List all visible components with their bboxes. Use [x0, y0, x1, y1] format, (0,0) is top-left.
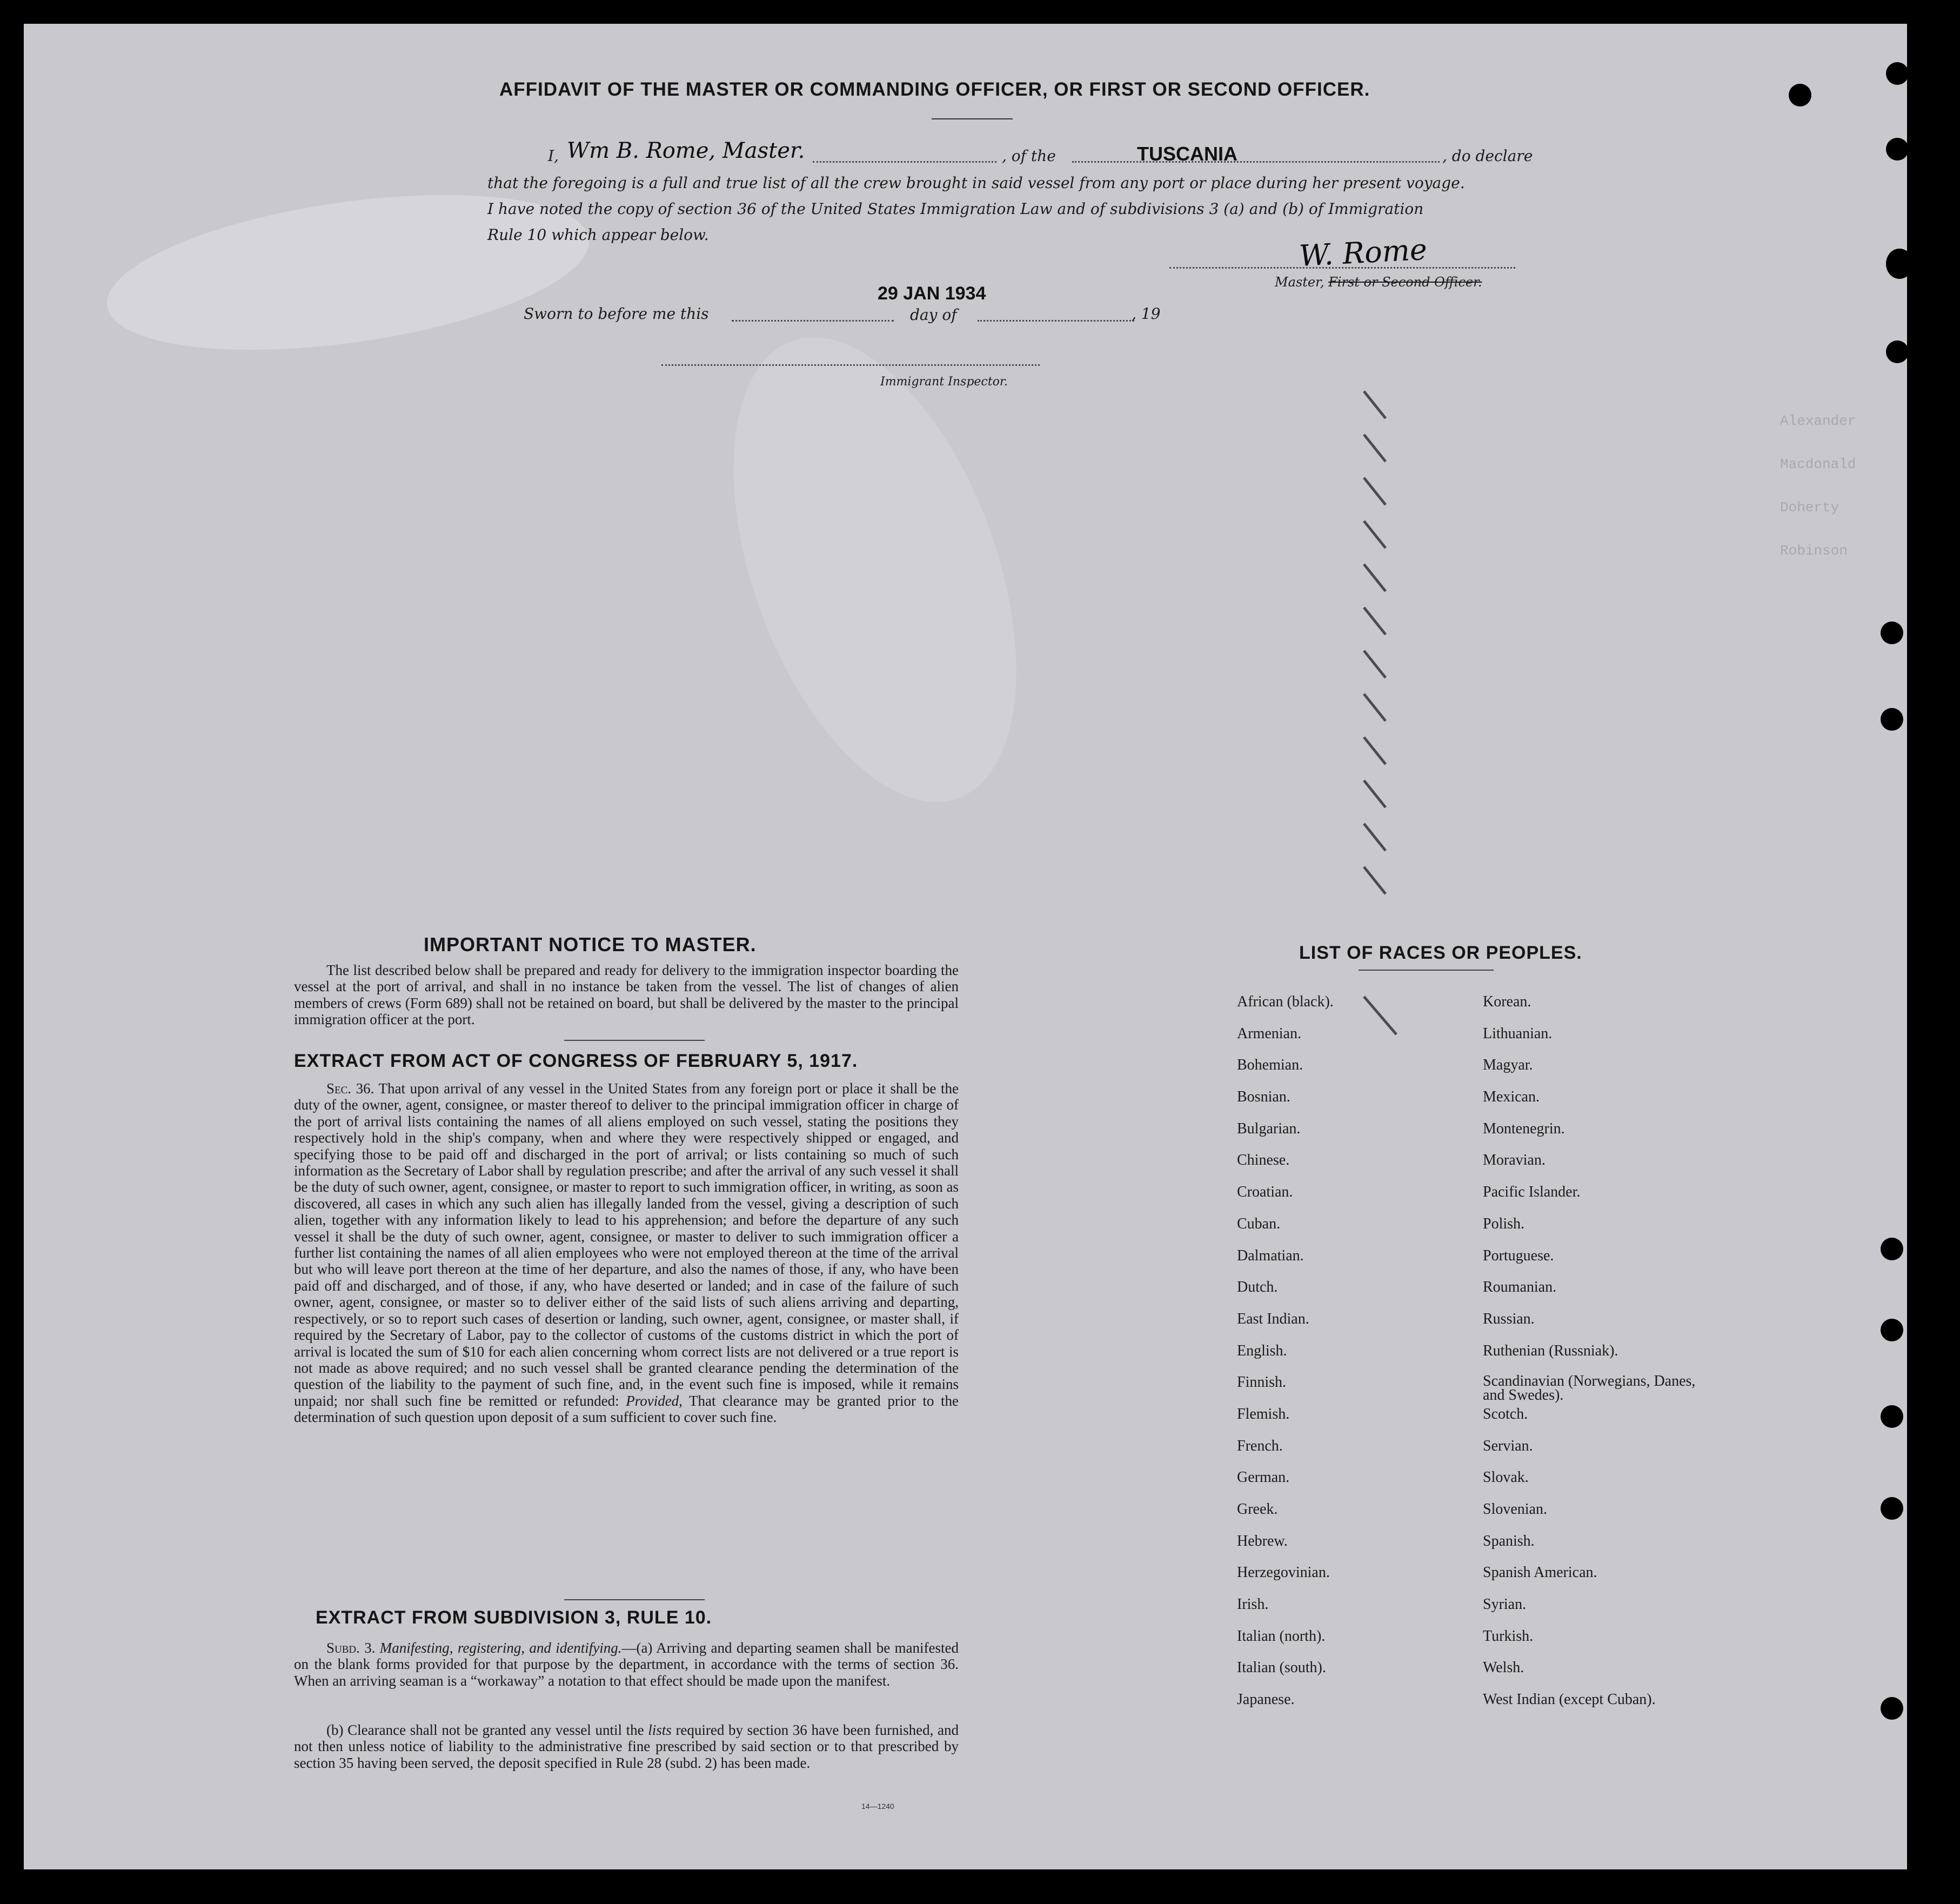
subd-para-a: —(a) Arriving and departing seamen shall be manifested on the blank forms provided for that purpose by the department, in accordance with the terms of section 36. When an arriving seaman is a “workaway” a notation to that effect should be made upon the manifest.	[294, 1640, 959, 1689]
notice-title: IMPORTANT NOTICE TO MASTER.	[424, 933, 757, 956]
races-right-column	[1483, 994, 1785, 1723]
race-item: French.	[1237, 1437, 1283, 1454]
race-item: West Indian (except Cuban).	[1483, 1691, 1656, 1708]
date-stamp: 29 JAN 1934	[878, 283, 986, 304]
races-title: LIST OF RACES OR PEOPLES.	[1299, 943, 1582, 963]
vessel-blank-line	[1072, 161, 1440, 163]
section-label: Sec. 36.	[326, 1080, 374, 1097]
subd-label: Subd. 3.	[326, 1640, 376, 1656]
race-item: Croatian.	[1237, 1184, 1293, 1201]
race-item: Armenian.	[1237, 1025, 1301, 1042]
notice-rule	[564, 1040, 705, 1041]
inspector-signature-line	[661, 364, 1040, 366]
declaration-prefix: I,	[548, 147, 559, 165]
race-item: Servian.	[1483, 1437, 1533, 1454]
affidavit-title: AFFIDAVIT OF THE MASTER OR COMMANDING OFFICER, OR FIRST OR SECOND OFFICER.	[499, 79, 1370, 100]
race-item: Turkish.	[1483, 1627, 1534, 1645]
paper-stain	[678, 299, 1073, 840]
punch-hole	[1789, 84, 1811, 106]
form-number: 14—1240	[861, 1802, 894, 1811]
punch-hole	[1886, 138, 1909, 161]
race-item: Ruthenian (Russniak).	[1483, 1342, 1618, 1359]
of-the-label: , of the	[1002, 147, 1056, 165]
tick-marks	[1353, 375, 1440, 1078]
race-item: Hebrew.	[1237, 1532, 1288, 1549]
race-item: Cuban.	[1237, 1215, 1281, 1232]
race-item: Portuguese.	[1483, 1247, 1554, 1264]
race-item: Scotch.	[1483, 1405, 1528, 1422]
punch-hole	[1881, 1319, 1903, 1341]
race-item: Slovak.	[1483, 1469, 1529, 1486]
para-b-lists: lists	[648, 1722, 672, 1738]
race-item: Chinese.	[1237, 1152, 1290, 1169]
race-item: Welsh.	[1483, 1659, 1524, 1676]
punch-hole	[1881, 1405, 1903, 1428]
race-item: Roumanian.	[1483, 1279, 1557, 1296]
declare-label: , do declare	[1442, 147, 1533, 165]
punch-hole	[1886, 249, 1913, 279]
month-blank-line	[978, 320, 1134, 322]
race-item: Bohemian.	[1237, 1057, 1303, 1074]
inspector-caption: Immigrant Inspector.	[880, 375, 1008, 389]
act-rule	[564, 1599, 705, 1600]
bleed-through-text: Macdonald	[1780, 456, 1856, 472]
punch-hole	[1886, 340, 1909, 363]
race-item: Italian (north).	[1237, 1627, 1326, 1645]
bleed-through-text: Doherty	[1780, 499, 1839, 516]
section-36-text: That upon arrival of any vessel in the United States from any foreign port or place it shall be the duty of the owner, agent, consignee, or master thereof to deliver to the principal immigration officer in charge of the port of arrival lists containing the names of all aliens employed on such vessel, stating the positions they respectively hold in the ship's company, when and where they were respectively shipped or engaged, and specifying those to be paid off and discharged in the port of arrival; or lists containing so much of such information as the Secretary of Labor shall by regulation prescribe; and after the arrival of any such vessel it shall be the duty of such owner, agent, consignee, or master to report to such immigration officer, in writing, as soon as discovered, all cases in which any such alien has illegally landed from the vessel, giving a description of such alien, together with any information likely to lead to his apprehension; and before the departure of any such vessel it shall be the duty of such owner, agent, consignee, or master to deliver to such immigration officer a further list containing the names of all alien employees who were not employed thereon at the time of the arrival but who will leave port thereon at the time of her departure, and also the names of those, if any, who have been paid off and discharged, and of those, if any, who have deserted or landed; and in case of the failure of such owner, agent, consignee, or master so to deliver either of the said lists of such aliens arriving and departing, respectively, or so to report such cases of desertion or landing, such owner, agent, consignee, or master shall, if required by the Secretary of Labor, pay to the collector of customs of the customs district in which the port of arrival is located the sum of $10 for each alien concerning whom correct lists are not delivered or a true report is not made as above required; and no such vessel shall be granted clearance pending the determination of the question of the liability to the payment of such fine, and, in the event such fine is imposed, while it remains unpaid; nor shall such fine be remitted or refunded:	[294, 1080, 959, 1409]
race-item: Finnish.	[1237, 1374, 1287, 1391]
race-item: Scandinavian (Norwegians, Danes, and Swedes).	[1483, 1373, 1696, 1404]
name-blank-line	[813, 161, 996, 163]
punch-hole	[1881, 1697, 1903, 1720]
year-prefix: , 19	[1132, 305, 1161, 323]
section-36-end: That clearance may be granted prior to the determination of such question upon deposit of a sum sufficient to cover such fine.	[294, 1392, 959, 1426]
race-item: Irish.	[1237, 1596, 1269, 1613]
race-item: Lithuanian.	[1483, 1025, 1553, 1042]
signature-caption	[1275, 275, 1482, 290]
title-rule	[932, 118, 1013, 119]
race-item: Dutch.	[1237, 1279, 1278, 1296]
punch-hole	[1881, 1497, 1903, 1520]
bleed-through-text: Robinson	[1780, 543, 1848, 559]
race-item: Pacific Islander.	[1483, 1184, 1581, 1201]
para-b-end: required by section 36 have been furnished, and not then unless notice of liability to the administrative fine prescribed by said section or to that prescribed by section 35 having been served, the deposit specified in Rule 28 (subd. 2) has been made.	[294, 1722, 959, 1771]
rule-extract-title: EXTRACT FROM SUBDIVISION 3, RULE 10.	[316, 1607, 712, 1628]
race-item: Bosnian.	[1237, 1088, 1290, 1106]
race-item: Italian (south).	[1237, 1659, 1326, 1676]
race-item: Slovenian.	[1483, 1501, 1547, 1518]
race-item: Russian.	[1483, 1310, 1535, 1327]
race-item: Syrian.	[1483, 1596, 1527, 1613]
master-name-handwritten: Wm B. Rome, Master.	[567, 138, 805, 163]
punch-hole	[1881, 708, 1903, 731]
declaration-line-3: I have noted the copy of section 36 of the United States Immigration Law and of subdivisions 3 (a) and (b) of Immigration	[487, 200, 1424, 218]
race-item: Magyar.	[1483, 1057, 1533, 1074]
race-item: English.	[1237, 1342, 1287, 1359]
declaration-line-4: Rule 10 which appear below.	[487, 226, 709, 244]
day-of-label: day of	[910, 306, 957, 324]
race-item: Montenegrin.	[1483, 1120, 1565, 1137]
bleed-through-text: Alexander	[1780, 413, 1856, 429]
declaration-line-2: that the foregoing is a full and true list of all the crew brought in said vessel from any port or place during her present voyage.	[487, 174, 1465, 192]
race-item: Bulgarian.	[1237, 1120, 1301, 1137]
provided-word: Provided,	[626, 1392, 683, 1409]
act-extract-title: EXTRACT FROM ACT OF CONGRESS OF FEBRUARY 5, 1917.	[294, 1051, 858, 1071]
signature-caption-master: Master,	[1275, 275, 1324, 290]
race-item: Flemish.	[1237, 1405, 1290, 1422]
race-item: African (black).	[1237, 993, 1334, 1010]
para-b-start: (b) Clearance shall not be granted any vessel until the	[326, 1722, 644, 1738]
rule-para-a	[294, 1640, 959, 1689]
race-item: Herzegovinian.	[1237, 1564, 1330, 1581]
document-page	[24, 24, 1907, 1869]
race-item: Moravian.	[1483, 1152, 1546, 1169]
punch-hole	[1886, 62, 1909, 85]
race-item: Polish.	[1483, 1215, 1525, 1232]
master-signature: W. Rome	[1298, 232, 1428, 273]
punch-hole	[1881, 622, 1903, 644]
races-left-column	[1237, 994, 1453, 1723]
race-item: Dalmatian.	[1237, 1247, 1304, 1264]
notice-body: The list described below shall be prepared and ready for delivery to the immigration inspector boarding the vessel at the port of arrival, and shall in no instance be taken from the vessel. The list of changes of alien members of crews (Form 689) shall not be retained on board, but shall be delivered by the master to the principal immigration officer at the port.	[294, 962, 959, 1028]
race-item: Japanese.	[1237, 1691, 1295, 1708]
race-item: Mexican.	[1483, 1088, 1540, 1106]
race-item: Spanish American.	[1483, 1564, 1597, 1581]
sworn-label: Sworn to before me this	[524, 305, 709, 323]
act-extract-body	[294, 1080, 959, 1426]
sworn-day-line	[732, 320, 894, 322]
vessel-name: TUSCANIA	[1137, 143, 1237, 165]
race-item: Spanish.	[1483, 1532, 1535, 1549]
rule-para-b	[294, 1722, 959, 1771]
race-item: East Indian.	[1237, 1310, 1309, 1327]
punch-hole	[1881, 1238, 1903, 1260]
race-item: Korean.	[1483, 993, 1531, 1010]
race-item: German.	[1237, 1469, 1290, 1486]
race-item: Greek.	[1237, 1501, 1278, 1518]
subd-heading: Manifesting, registering, and identifying.	[379, 1640, 622, 1656]
signature-caption-struck: First or Second Officer.	[1328, 275, 1482, 290]
